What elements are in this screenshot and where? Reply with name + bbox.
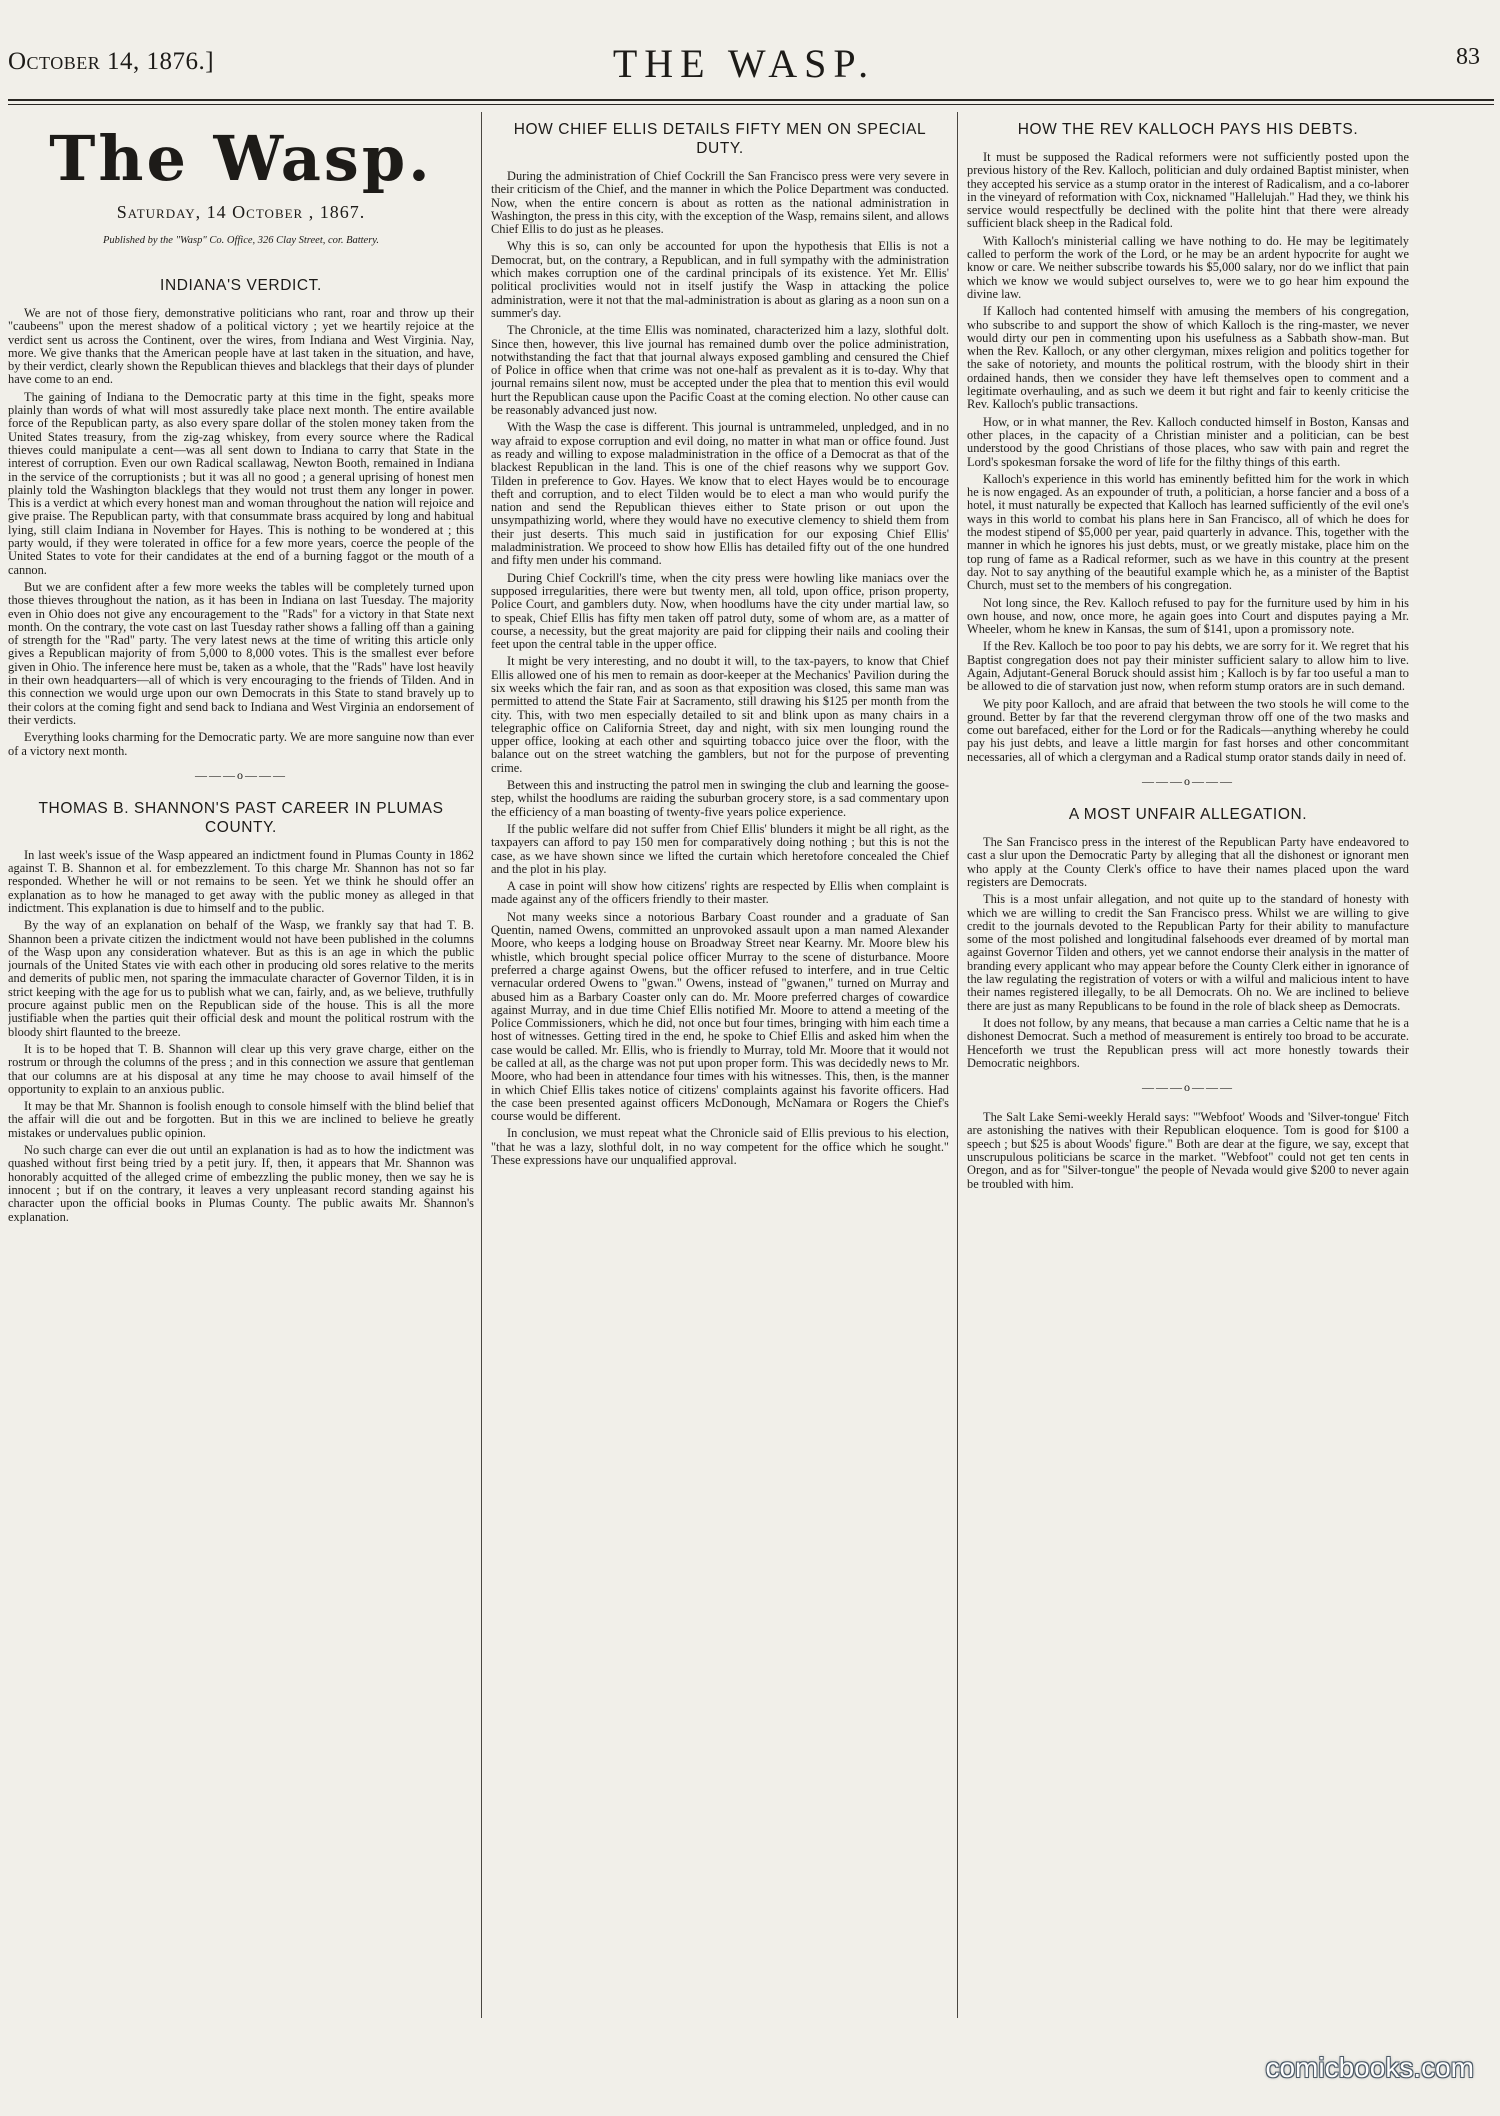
paragraph: The San Francisco press in the interest of the Republican Party have endeavored to cast a slur upon the Democratic Party by alleging that all the dishonest or ignorant men who apply at the County Clerk's office to have their names placed upon the ward registers are Democrats. — [967, 835, 1409, 889]
paragraph: If Kalloch had contented himself with amusing the members of his congregation, who subscribe to and support the show of which Kalloch is the ring-master, we never would dirty our pen in commenting upon his usefulness as a Sabbath show-man. But when the Rev. Kalloch, or any other clergyman, mixes religion and politics together for the sake of notoriety, and mounts the political rostrum, with the bloody shirt in their ordained hands, then we consider they have left themselves open to comment and a legitimate overhauling, and as such we deem it but right and fair to keenly criticise the Rev. Kalloch's public transactions. — [967, 304, 1409, 412]
publisher-line: Published by the "Wasp" Co. Office, 326 Clay Street, cor. Battery. — [102, 235, 380, 246]
paragraph: With the Wasp the case is different. This journal is untrammeled, unpledged, and in no way afraid to expose corruption and evil doing, no matter in what man or office found. Just as ready and willing to expose maladministration in the office of a Democrat as that of the blackest Republican in the land. This is one of the chief reasons why we support Gov. Tilden in preference to Gov. Hayes. We know that to elect Hayes would be to encourage theft and corruption, and to elect Tilden would be to elect a man who would purify the nation and send the Republican thieves either to State prison or out upon the unsympathizing world, where they would have no executive clemency to shield them from their just deserts. This much said in justification for our exposing Chief Ellis' maladministration. We proceed to show how Ellis has detailed fifty out of the one hundred and fifty men under his command. — [491, 420, 949, 568]
paragraph: No such charge can ever die out until an explanation is had as to how the indictment was quashed without first being tried by a petit jury. If, then, it appears that Mr. Shannon was honorably acquitted of the alleged crime of embezzling the public money, then we say he is innocent ; but if on the contrary, it leaves a very unpleasant record standing against his character upon the official books in Plumas County. The public awaits Mr. Shannon's explanation. — [8, 1143, 474, 1224]
nameplate: The Wasp. — [49, 122, 433, 195]
column-2 — [491, 120, 949, 2020]
paragraph: Kalloch's experience in this world has eminently befitted him for the work in which he is now engaged. As an expounder of truth, a politician, a horse fancier and a boss of a hotel, it must naturally be expected that Kalloch has learned sufficiently of the evil one's ways in this world to combat his plans here in San Francisco, all of which he does for the modest stipend of $5,000 per year, paid quarterly in advance. This, together with the manner in which he ignores his just debts, must, or we greatly mistake, place him on the top rung of fame as a Radical reformer, such as we have in this country at the present day. Not to say anything of the beautiful example which he, as a minister of the Baptist Church, must set to the members of his congregation. — [967, 471, 1409, 593]
paragraph: If the public welfare did not suffer from Chief Ellis' blunders it might be all right, as the taxpayers can afford to pay 150 men for comparatively doing nothing ; but this is not the case, as we have shown since we lifted the curtain which heretofore concealed the Chief and the plot in his play. — [491, 821, 949, 876]
paragraph: With Kalloch's ministerial calling we have nothing to do. He may be legitimately called to perform the work of the Lord, or he may be an ardent hypocrite for aught we know or care. We neither subscribe towards his $5,000 salary, nor do we inflict that pain which we know we would subject ourselves to, were we to go hear him expound the divine law. — [967, 233, 1409, 301]
paragraph: This is a most unfair allegation, and not quite up to the standard of honesty with which we are willing to credit the San Francisco press. Whilst we are willing to give credit to the journals devoted to the Republican Party for their ability to manufacture some of the most polished and longitudinal falsehoods ever dreamed of by mortal man against Governor Tilden and others, yet we cannot endorse their analysis in the matter of branding every applicant who may appear before the County Clerk either in ignorance of the law regulating the registration of voters or with a wilful and malicious intent to have their names registered illegally, to be all Democrats. Oh no. We are inclined to believe there are just as many Republicans to be found in the role of black sheep as Democrats. — [967, 892, 1409, 1013]
column-1 — [8, 120, 474, 2020]
paragraph: By the way of an explanation on behalf of the Wasp, we frankly say that had T. B. Shannon been a private citizen the indictment would not have been published in the columns of the Wasp upon any consideration whatever. But as this is an age in which the public journals of the United States vie with each other in producing old sores relative to the merits and demerits of public men, not sparing the immaculate character of Governor Tilden, it is in strict keeping with the age for us to publish what we can, fairly, and, as we believe, truthfully procure against public men on the Republican side of the house. This is all the more justifiable when the parties quit their official desk and mount the political rostrum with the bloody shirt flaunted to the breeze. — [8, 918, 474, 1039]
paragraph: Not many weeks since a notorious Barbary Coast rounder and a graduate of San Quentin, named Owens, committed an unprovoked assault upon a man named Alexander Moore, who keeps a lodging house on Broadway Street near Kearny. Mr. Moore blew his whistle, which brought special police officer Murray to the scene of disturbance. Moore preferred a charge against Owens, but the officer refused to interfere, and in true Celtic vernacular ordered Owens to "gwan." Owens, instead of "gwanen," turned on Murray and abused him as a Barbary Coaster only can do. Mr. Moore preferred charges of cowardice against Murray, and in due time Chief Ellis notified Mr. Moore to attend a meeting of the Police Commissioners, which he did, not once but four times, bringing with him each time a host of witnesses. Getting tired in the end, he spoke to Chief Ellis and asked him when the case would be called. Mr. Ellis, who is friendly to Murray, told Mr. Moore that it would not be called at all, as the charge was not put upon proper form. This was decidedly news to Mr. Moore, who had been in attendance four times with his witnesses. This, then, is the manner in which Chief Ellis takes notice of citizens' complaints against his favorite officers. Had the case been presented against officers McDonough, McNamara or Rogers the Chief's course would be different. — [491, 909, 949, 1124]
paragraph: We are not of those fiery, demonstrative politicians who rant, roar and throw up their "caubeens" upon the merest shadow of a political victory ; yet we heartily rejoice at the verdict sent us across the Continent, over the wires, from Indiana and West Virginia. Nay, more. We give thanks that the American people have at last taken in the situation, and have, by their verdict, clearly shown the Republican thieves and blacklegs that their days of plunder have come to an end. — [8, 306, 474, 387]
column-rule — [957, 112, 958, 2018]
paragraph: Not long since, the Rev. Kalloch refused to pay for the furniture used by him in his own house, and now, once more, he again goes into Court and disputes paying a Mr. Wheeler, whom he knew in Kansas, the sum of $141, upon a promissory note. — [967, 595, 1409, 637]
paragraph: It may be that Mr. Shannon is foolish enough to console himself with the blind belief that the affair will die out and be forgotten. But in this we are inclined to believe he greatly mistakes or undervalues public opinion. — [8, 1099, 474, 1140]
paragraph: We pity poor Kalloch, and are afraid that between the two stools he will come to the ground. Better by far that the reverend clergyman throw off one of the two masks and come out barefaced, either for the Lord or for the Radicals—anything whereby he could pay his just debts, and leave a little margin for fast horses and other concommitant necessaries, all of which a clergyman and a Radical stump orator stands daily in need of. — [967, 696, 1409, 764]
editorial-dateline: Saturday, 14 October , 1867. — [116, 202, 366, 222]
paragraph: It might be very interesting, and no doubt it will, to the tax-payers, to know that Chief Ellis allowed one of his men to remain as door-keeper at the Mechanics' Pavilion during the six weeks which the fair ran, and as soon as that exposition was closed, this same man was permitted to attend the State Fair at Sacramento, still drawing his $125 per month from the city. This, with two men especially detailed to sit and blink upon as many chairs in a telegraphic office on California Street, day and night, with six men lounging round the upper office, looking at each other and squirting tobacco juice over the floor, with the balance out on the street watching the gamblers, but not for the purpose of preventing crime. — [491, 654, 949, 775]
paragraph: During the administration of Chief Cockrill the San Francisco press were very severe in their criticism of the Chief, and the manner in which the Police Department was conducted. Now, when the entire concern is about as rotten as the national administration in Washington, the press in this city, with the exception of the Wasp, remains silent, and allows Chief Ellis to do just as he pleases. — [491, 169, 949, 237]
paper-title: THE WASP. — [612, 41, 876, 86]
paragraph: If the Rev. Kalloch be too poor to pay his debts, we are sorry for it. We regret that his Baptist congregation does not pay their minister sufficient salary to allow him to live. Again, Adjutant-General Boruck should assist him ; Kalloch is by far too useful a man to be allowed to die of starvation just now, when reform stump orators are in such demand. — [967, 639, 1409, 694]
watermark: comicbooks.com — [1265, 2052, 1474, 2083]
article-title: THOMAS B. SHANNON'S PAST CAREER IN PLUMAS COUNTY. — [38, 799, 444, 836]
paragraph: In last week's issue of the Wasp appeared an indictment found in Plumas County in 1862 against T. B. Shannon et al. for embezzlement. To this charge Mr. Shannon has not so far responded. Whether he will or not remains to be seen. Yet we think he should offer an explanation as to how he managed to get away with the public money as alleged in that indictment. This explanation is due to himself and to the public. — [8, 847, 474, 915]
section-divider: ———o——— — [195, 767, 287, 782]
paragraph: The Chronicle, at the time Ellis was nominated, characterized him a lazy, slothful dolt. Since then, however, this live journal has remained dumb over the police administration, notwithstanding the fact that that journal always exposed gambling and censured the Chief of Police in office when that crime was not one-half as prevalent as it is to-day. Why that journal remains silent now, must be accepted under the plea that to mention this evil would hurt the Republican cause upon the Pacific Coast at the coming election. No other cause can be reasonably advanced just now. — [491, 323, 949, 418]
article-title: HOW CHIEF ELLIS DETAILS FIFTY MEN ON SPECIAL DUTY. — [513, 121, 927, 157]
issue-date: October 14, 1876.] — [8, 48, 215, 75]
masthead-rule-thin — [8, 104, 1494, 105]
masthead — [8, 40, 1480, 100]
masthead-rule — [8, 99, 1494, 101]
section-divider: ———o——— — [1142, 1080, 1234, 1095]
paragraph: It must be supposed the Radical reformers were not sufficiently posted upon the previous history of the Rev. Kalloch, politician and duly ordained Baptist minister, when they accepted his service as a stump orator in the interest of Radicalism, and a co-laborer in the vineyard of reformation with Cox, nicknamed "Hallelujah." Had they, we think his service would respectfully be declined with the polite hint that there were already sufficient black sheep in the Radical fold. — [967, 150, 1409, 231]
paragraph: It is to be hoped that T. B. Shannon will clear up this very grave charge, either on the rostrum or through the columns of the press ; and in this connection we assure that gentleman that our columns are at his disposal at any time he may choose to avail himself of the opportunity to explain to an anxious public. — [8, 1041, 474, 1096]
paragraph: Between this and instructing the patrol men in swinging the club and learning the goose-step, whilst the hoodlums are raiding the suburban grocery store, is a sad commentary upon the efficiency of a man boasting of twenty-five years police experience. — [491, 778, 949, 819]
paragraph: How, or in what manner, the Rev. Kalloch conducted himself in Boston, Kansas and other places, in the capacity of a Christian minister and a politician, can be best understood by the good Christians of those places, who saw with pain and regret the Lord's spokesman forsake the word of life for the filthy things of this earth. — [967, 414, 1409, 469]
paragraph: A case in point will show how citizens' rights are respected by Ellis when complaint is made against any of the officers friendly to their master. — [491, 879, 949, 907]
article-title: HOW THE REV KALLOCH PAYS HIS DEBTS. — [1017, 121, 1359, 138]
column-3 — [967, 120, 1409, 2020]
paragraph: The gaining of Indiana to the Democratic party at this time in the fight, speaks more plainly than words of what will most assuredly take place next month. The entire available force of the Republican party, as also every spare dollar of the stolen money taken from the United States treasury, from the zig-zag whiskey, from every source where the Radical thieves could manipulate a cent—was all sent down to Indiana to carry that State in the interest of corruption. Even our own Radical scallawag, Newton Booth, remained in Indiana in the service of the corruptionists ; but it was all no good ; a general uprising of honest men plainly told the Washington blacklegs that they would not trust them any longer in power. This is a verdict at which every honest man and woman throughout the nation will rejoice and give praise. The Republican party, with that consummate brass acquired by long and habitual lying, still claim Indiana in November for Hayes. This is nothing to be wondered at ; this party would, if they were tolerated in office for a few more years, coerce the people of the United States to vote for their candidates at the end of a burning faggot or the mouth of a cannon. — [8, 389, 474, 577]
article-title: A MOST UNFAIR ALLEGATION. — [1068, 806, 1308, 824]
paragraph: Why this is so, can only be accounted for upon the hypothesis that Ellis is not a Democrat, but, on the contrary, a Republican, and in full sympathy with the administration which makes corruption one of the cardinal principals of its existence. Yet Mr. Ellis' political proclivities would not in itself justify the Wasp in attacking the police administration, were it not that the mal-administration is about as glaring as a noon sun on a summer's day. — [491, 239, 949, 320]
paragraph: During Chief Cockrill's time, when the city press were howling like maniacs over the supposed irregularities, there were but twenty men, all told, upon office, prison property, Police Court, and gamblers duty. Now, when hoodlums have the city under martial law, so to speak, Chief Ellis has fifty men taken off patrol duty, some of whom are, as a matter of course, a necessity, but the great majority are paid for clipping their nails and cooling their feet upon the central table in the upper office. — [491, 570, 949, 652]
paragraph: It does not follow, by any means, that because a man carries a Celtic name that he is a dishonest Democrat. Such a method of measurement is entirely too broad to be accurate. Henceforth we trust the Republican press will act more honestly towards their Democratic neighbors. — [967, 1015, 1409, 1070]
article-title: INDIANA'S VERDICT. — [160, 277, 322, 294]
paragraph: But we are confident after a few more weeks the tables will be completely turned upon those thieves throughout the nation, as it has been in Indiana on last Tuesday. The majority even in Ohio does not give any encouragement to the "Rads" for a victory in that State next month. On the contrary, the vote cast on last Tuesday rather shows a falling off than a gaining of strength for the "Rad" party. The very latest news at the time of writing this article only gives a Republican majority of from 5,000 to 8,000 votes. This is the smallest ever before given in Ohio. The inference here must be, taken as a whole, that the "Rads" have lost heavily in their own headquarters—all of which is very encouraging to the friends of Tilden. And in this connection we would urge upon our own Democrats in this State to stand bravely up to their colors at the coming fight and send back to Indiana and West Virginia an endorsement of their verdicts. — [8, 579, 474, 727]
column-rule — [481, 112, 482, 2018]
page-number: 83 — [1456, 44, 1480, 70]
section-divider: ———o——— — [1142, 774, 1234, 789]
paragraph: In conclusion, we must repeat what the Chronicle said of Ellis previous to his election, "that he was a lazy, slothful dolt, in no way competent for the office which he sought." These expressions have our unqualified approval. — [491, 1126, 949, 1168]
paragraph: Everything looks charming for the Democratic party. We are more sanguine now than ever of a victory next month. — [8, 730, 474, 758]
paragraph: The Salt Lake Semi-weekly Herald says: "'Webfoot' Woods and 'Silver-tongue' Fitch are astonishing the natives with their Republican eloquence. Tom is good for $100 a speech ; but $25 is about Woods' figure." Both are dear at the figure, we say, except that unscrupulous politicians be scarce in the market. "Webfoot" could not get ten cents in Oregon, and as for "Silver-tongue" the people of Nevada would give $200 to never again be troubled with him. — [967, 1110, 1409, 1191]
